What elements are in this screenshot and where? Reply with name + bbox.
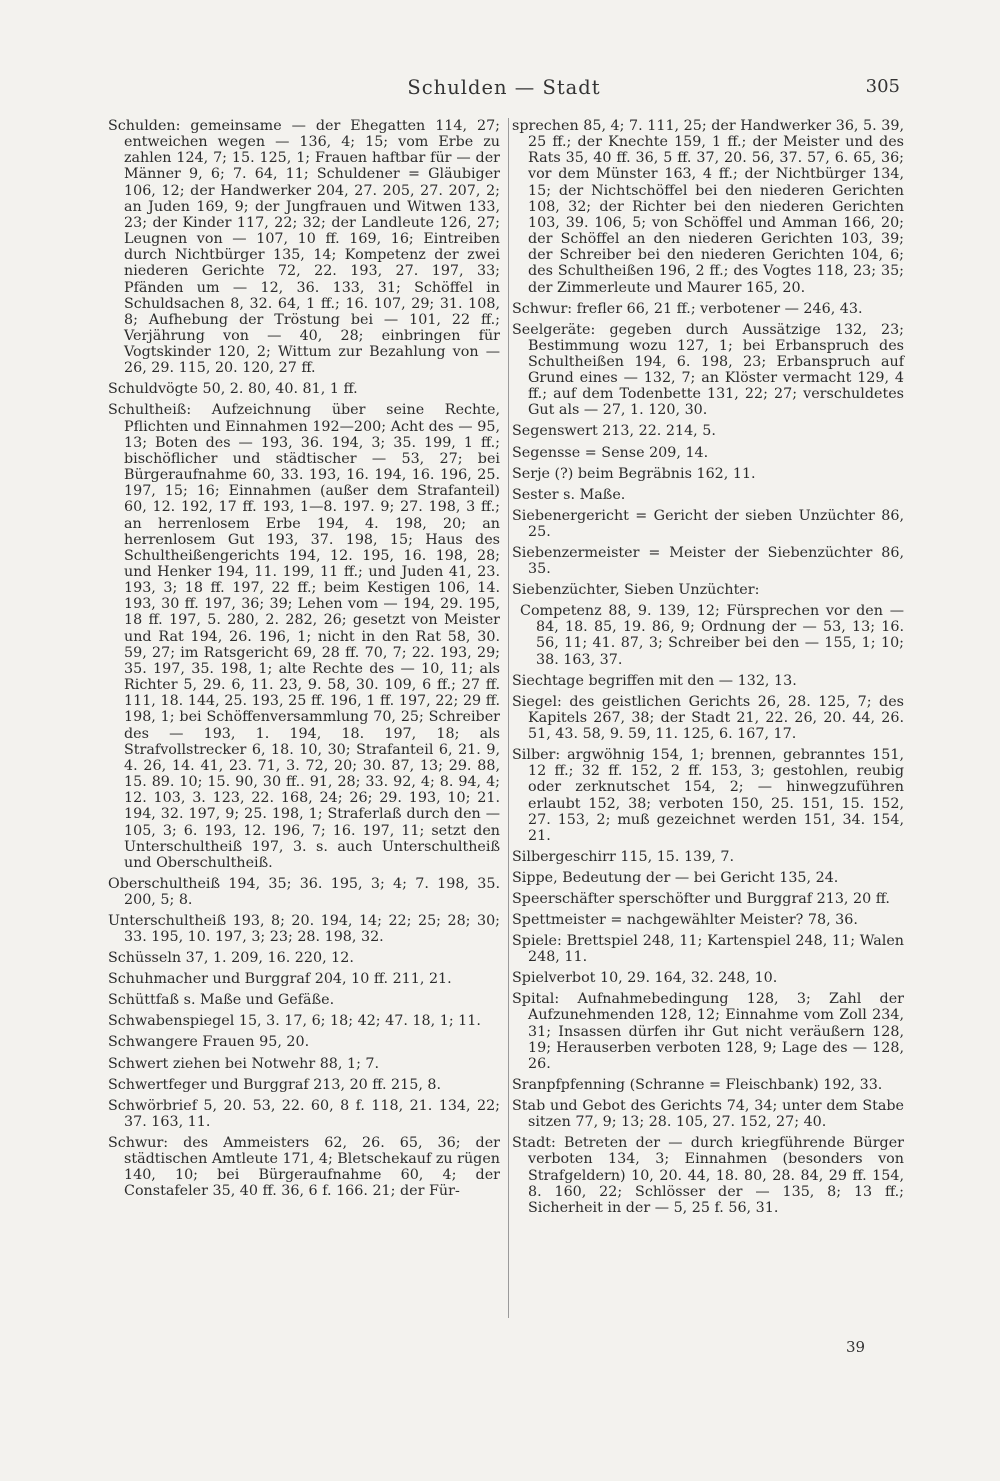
signature-mark: 39 <box>846 1338 866 1356</box>
index-entry: Seelgeräte: gegeben durch Aussätzige 132, 23; Bestimmung wozu 127, 1; bei Erbanspruch des Schultheißen 194, 6. 198, 23; Erbanspruch auf Grund eines — 132, 7; an Klöster vermacht 129, 4 ff.; auf dem Todenbette 131, 22; 27; verschuldetes Gut als — 27, 1. 120, 30. <box>512 321 904 419</box>
index-entry: Schuhmacher und Burggraf 204, 10 ff. 211, 21. <box>108 971 452 988</box>
index-entry: Silber: argwöhnig 154, 1; brennen, gebranntes 151, 12 ff.; 32 ff. 152, 2 ff. 153, 3; gestohlen, reubig oder zerknutschet 154, 2; — hinwegzuführen erlaubt 152, 38; verboten 150, 25. 151, 15. 152, 27. 153, 2; muß gezeichnet werden 151, 34. 154, 21. <box>512 747 904 844</box>
index-column-left <box>108 118 500 1204</box>
index-entry: Siegel: des geistlichen Gerichts 26, 28. 125, 7; des Kapitels 267, 38; der Stadt 21, 22. 26, 20. 44, 26. 51, 43. 58, 9. 59, 11. 125, 6. 167, 17. <box>512 693 904 742</box>
index-entry: Silbergeschirr 115, 15. 139, 7. <box>512 848 735 865</box>
index-entry: Stadt: Betreten der — durch kriegführende Bürger verboten 134, 3; Einnahmen (besonders von Strafgeldern) 10, 20. 44, 18. 80, 28. 84, 29 ff. 154, 8. 160, 22; Schlösser der — 135, 8; 13 ff.; Sicherheit in der — 5, 25 f. 56, 31. <box>512 1135 904 1216</box>
index-entry: Oberschultheiß 194, 35; 36. 195, 3; 4; 7. 198, 35. 200, 5; 8. <box>108 875 500 909</box>
index-entry: Schüttfaß s. Maße und Gefäße. <box>108 992 335 1009</box>
index-entry: Segensse = Sense 209, 14. <box>512 444 709 461</box>
index-entry: Schwabenspiegel 15, 3. 17, 6; 18; 42; 47. 18, 1; 11. <box>108 1013 481 1030</box>
index-entry: Schulden: gemeinsame — der Ehegatten 114, 27; entweichen wegen — 136, 4; 15; vom Erbe zu zahlen 124, 7; 15. 125, 1; Frauen haftbar für — der Männer 9, 6; 7. 64, 11; Schuldener = Gläubiger 106, 12; der Handwerker 204, 27. 205, 27. 207, 2; an Juden 169, 9; der Jungfrauen und Witwen 133, 23; der Kinder 117, 22; 32; der Landleute 126, 27; Leugnen von — 107, 10 ff. 169, 16; Eintreiben durch Nichtbürger 135, 14; Kompetenz der zwei niederen Gerichte 72, 22. 193, 27. 197, 33; Pfänden um — 12, 36. 133, 31; Schöffel in Schuldsachen 8, 32. 64, 1 ff.; 16. 107, 29; 31. 108, 8; Aufhebung der Tröstung bei — 101, 22 ff.; Verjährung von — 40, 28; einbringen für Vogtskinder 120, 2; Wittum zur Bezahlung von — 26, 29. 115, 20. 120, 27 ff. <box>108 118 500 377</box>
index-entry: Schwörbrief 5, 20. 53, 22. 60, 8 f. 118, 21. 134, 22; 37. 163, 11. <box>108 1097 500 1130</box>
index-entry: Unterschultheiß 193, 8; 20. 194, 14; 22; 25; 28; 30; 33. 195, 10. 197, 3; 23; 28. 198, 32. <box>108 913 500 946</box>
index-entry: Serje (?) beim Begräbnis 162, 11. <box>512 465 756 482</box>
index-entry: sprechen 85, 4; 7. 111, 25; der Handwerker 36, 5. 39, 25 ff.; der Knechte 159, 1 ff.; der Meister und des Rats 35, 40 ff. 36, 5 ff. 37, 20. 56, 37. 57, 6. 65, 36; vor dem Münster 163, 4 ff.; der Nichtbürger 134, 15; der Nichtschöffel bei den niederen Gerichten 108, 32; der Richter bei den niederen Gerichten 103, 39. 106, 5; von Schöffel und Amman 166, 20; der Schöffel an den niederen Gerichten 103, 39; der Schreiber bei den niederen Gerichten 104, 6; des Schultheißen 196, 2 ff.; des Vogtes 118, 23; 35; der Zimmerleute und Maurer 165, 20. <box>512 118 904 296</box>
index-entry: Schwertfeger und Burggraf 213, 20 ff. 215, 8. <box>108 1076 442 1093</box>
index-entry: Sester s. Maße. <box>512 486 626 503</box>
index-entry: Spielverbot 10, 29. 164, 32. 248, 10. <box>512 970 778 987</box>
index-entry: Siebenzermeister = Meister der Siebenzüchter 86, 35. <box>512 544 904 578</box>
index-subentry: Competenz 88, 9. 139, 12; Fürsprechen vor den — 84, 18. 85, 19. 86, 9; Ordnung der — 53, 13; 16. 56, 11; 41. 87, 3; Schreiber bei den — 155, 1; 10; 38. 163, 37. <box>520 603 904 668</box>
index-entry: Siebenergericht = Gericht der sieben Unzüchter 86, 25. <box>512 507 904 540</box>
page-number: 305 <box>865 76 900 97</box>
index-entry: Spiele: Brettspiel 248, 11; Kartenspiel 248, 11; Walen 248, 11. <box>512 933 904 966</box>
index-entry: Schwangere Frauen 95, 20. <box>108 1034 310 1051</box>
index-entry: Siechtage begriffen mit den — 132, 13. <box>512 672 797 689</box>
column-divider <box>508 118 509 1318</box>
index-entry: Stab und Gebot des Gerichts 74, 34; unter dem Stabe sitzen 77, 9; 13; 28. 105, 27. 152, 27; 40. <box>512 1098 904 1131</box>
index-entry: Spital: Aufnahmebedingung 128, 3; Zahl der Aufzunehmenden 128, 12; Einnahme vom Zoll 234, 31; Insassen dürfen ihr Gut nicht veräußern 128, 19; Herauserben verboten 128, 9; Lage des — 128, 26. <box>512 991 904 1072</box>
index-entry: Siebenzüchter, Sieben Unzüchter: <box>512 582 760 599</box>
index-column-right <box>512 118 904 1221</box>
running-head <box>108 76 900 106</box>
page-title: Schulden — Stadt <box>407 76 601 99</box>
index-entry: Sippe, Bedeutung der — bei Gericht 135, 24. <box>512 869 839 886</box>
index-entry: Segenswert 213, 22. 214, 5. <box>512 423 716 440</box>
index-entry: Sranpfpfenning (Schranne = Fleischbank) 192, 33. <box>512 1076 883 1093</box>
index-entry: Spettmeister = nachgewählter Meister? 78, 36. <box>512 912 858 929</box>
index-entry: Schwur: frefler 66, 21 ff.; verbotener — 246, 43. <box>512 300 863 317</box>
index-entry: Schultheiß: Aufzeichnung über seine Rechte, Pflichten und Einnahmen 192—200; Acht des — 95, 13; Boten des — 193, 36. 194, 3; 35. 199, 1 ff.; bischöflicher und städtischer — 53, 27; bei Bürgeraufnahme 60, 33. 193, 16. 194, 16. 196, 25. 197, 15; 16; Einnahmen (außer dem Strafanteil) 60, 12. 192, 17 ff. 193, 1—8. 197. 9; 27. 198, 3 ff.; an herrenlosem Erbe 194, 4. 198, 20; an herrenlosem Gut 193, 37. 198, 15; Haus des Schultheißengerichts 194, 12. 195, 16. 198, 28; und Henker 194, 11. 199, 11 ff.; und Juden 41, 23. 193, 3; 18 ff. 197, 22 ff.; beim Kestigen 106, 14. 193, 30 ff. 197, 36; 39; Lehen vom — 194, 29. 195, 18 ff. 197, 5. 280, 2. 282, 26; gesetzt von Meister und Rat 194, 26. 196, 1; nicht in den Rat 58, 30. 59, 27; im Ratsgericht 69, 28 ff. 70, 7; 22. 193, 29; 35. 197, 35. 198, 1; alte Rechte des — 10, 11; als Richter 5, 29. 6, 11. 23, 9. 58, 30. 109, 6 ff.; 27 ff. 111, 18. 144, 25. 193, 25 ff. 196, 1 ff. 197, 22; 29 ff. 198, 1; bei Schöffenversammlung 70, 25; Schreiber des — 193, 1. 194, 18. 197, 18; als Strafvollstrecker 6, 18. 10, 30; Strafanteil 6, 21. 9, 4. 26, 14. 41, 23. 71, 3. 72, 20; 30. 87, 13; 29. 88, 15. 89. 10; 15. 90, 30 ff.. 91, 28; 33. 92, 4; 8. 94, 4; 12. 103, 3. 123, 22. 168, 24; 26; 29. 193, 10; 21. 194, 32. 197, 9; 25. 198, 1; Straferlaß durch den — 105, 3; 6. 193, 12. 196, 7; 16. 197, 11; setzt den Unterschultheiß 197, 3. s. auch Unterschultheiß und Oberschultheiß. <box>108 402 500 871</box>
index-entry: Speerschäfter sperschöfter und Burggraf 213, 20 ff. <box>512 890 890 907</box>
index-entry: Schwur: des Ammeisters 62, 26. 65, 36; der städtischen Amtleute 171, 4; Bletschekauf zu rügen 140, 10; bei Bürgeraufnahme 60, 4; der Constafeler 35, 40 ff. 36, 6 f. 166. 21; der Für- <box>108 1134 500 1200</box>
index-entry: Schwert ziehen bei Notwehr 88, 1; 7. <box>108 1055 380 1072</box>
index-entry: Schüsseln 37, 1. 209, 16. 220, 12. <box>108 950 354 967</box>
index-entry: Schuldvögte 50, 2. 80, 40. 81, 1 ff. <box>108 381 358 398</box>
